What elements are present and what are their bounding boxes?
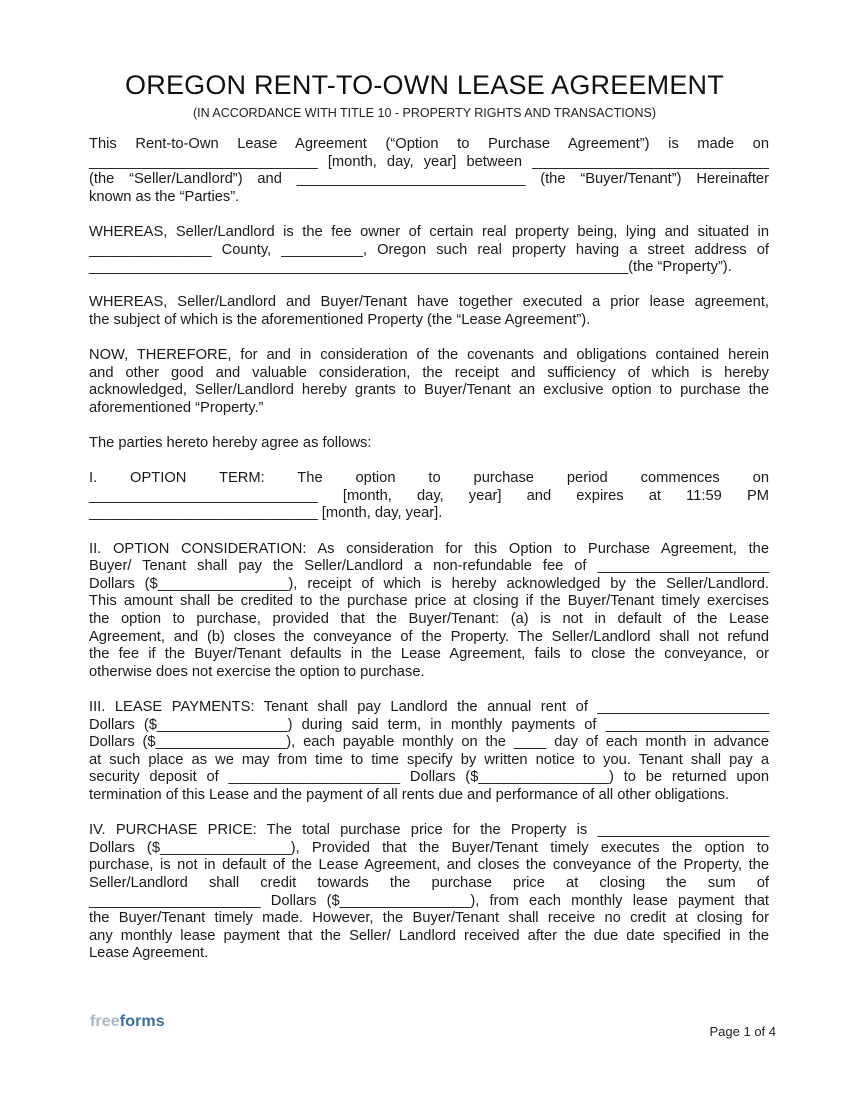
text-line: Lease Agreement. [89,945,209,962]
text-line: and other good and valuable consideration, the receipt and sufficiency of which is hereby [89,364,769,381]
text-line: I. OPTION TERM: The option to purchase period commences on [89,470,769,487]
text-line: Agreement, and (b) closes the conveyance of the Property. The Seller/Landlord shall not refund [89,628,769,645]
text-line: Seller/Landlord shall credit towards the purchase price at closing the sum of [89,874,769,891]
purchase-price-section [89,822,769,963]
text-line: known as the “Parties”. [89,188,240,205]
page-number: Page 1 of 4 [709,1024,776,1039]
logo-forms-text: forms [119,1013,165,1030]
text-line: III. LEASE PAYMENTS: Tenant shall pay Landlord the annual rent of _____________________ [89,699,769,715]
text-line: the Buyer/Tenant timely made. However, the Buyer/Tenant shall receive no credit at closing for [89,910,769,927]
freeforms-logo [90,1013,165,1031]
text-line: ____________________________ [month, day, year]. [89,505,443,522]
text-line: the subject of which is the aforementioned Property (the “Lease Agreement”). [89,311,591,328]
option-term-section [89,470,769,523]
text-line: the fee if the Buyer/Tenant defaults in the Lease Agreement, fails to close the conveyance, or [89,646,769,663]
text-line: __________________________________________________________________(the “Property”). [89,259,732,276]
text-line: termination of this Lease and the payment of all rents due and performance of all other obligations. [89,786,730,803]
text-line: (the “Seller/Landlord”) and ____________________________ (the “Buyer/Tenant”) Hereinafter [89,171,769,188]
option-consideration-section [89,541,769,682]
logo-free-text: free [90,1013,120,1030]
whereas-property-paragraph [89,224,769,277]
text-line: Dollars ($________________), each payable monthly on the ____ day of each month in advance [89,734,769,751]
document-body [89,136,769,963]
text-line: WHEREAS, Seller/Landlord is the fee owner of certain real property being, lying and situated in [89,223,769,240]
whereas-lease-paragraph [89,294,769,329]
text-line: Dollars ($________________), Provided that the Buyer/Tenant timely executes the option to [89,839,769,856]
document-title: OREGON RENT-TO-OWN LEASE AGREEMENT [125,70,724,100]
text-line: Buyer/ Tenant shall pay the Seller/Landlord a non-refundable fee of _____________________ [89,558,769,575]
agree-paragraph [89,435,769,453]
now-therefore-paragraph [89,347,769,417]
text-line: IV. PURCHASE PRICE: The total purchase price for the Property is _____________________ [89,822,769,839]
text-line: Dollars ($________________), receipt of which is hereby acknowledged by the Seller/Landlord. [89,575,769,592]
text-line: This Rent-to-Own Lease Agreement (“Option to Purchase Agreement”) is made on [89,136,769,152]
lease-payments-section [89,699,769,805]
text-line: Dollars ($________________) during said term, in monthly payments of ____________________ [89,716,769,733]
text-line: II. OPTION CONSIDERATION: As consideration for this Option to Purchase Agreement, the [89,540,769,557]
text-line: _______________ County, __________, Oregon such real property having a street address of [89,241,769,258]
text-line: ____________________________ [month, day, year] and expires at 11:59 PM [89,487,769,504]
text-line: at such place as we may from time to time specify by written notice to you. Tenant shall pay a [89,751,769,768]
text-line: WHEREAS, Seller/Landlord and Buyer/Tenant have together executed a prior lease agreement, [89,294,769,311]
text-line: NOW, THEREFORE, for and in consideration of the covenants and obligations contained herein [89,347,769,364]
text-line: acknowledged, Seller/Landlord hereby grants to Buyer/Tenant an exclusive option to purchase the [89,382,769,399]
text-line: any monthly lease payment that the Seller/ Landlord received after the due date specified in the [89,927,769,944]
document-subtitle: (IN ACCORDANCE WITH TITLE 10 - PROPERTY RIGHTS AND TRANSACTIONS) [192,106,657,120]
text-line: The parties hereto hereby agree as follows: [89,435,372,452]
text-line: purchase, is not in default of the Lease Agreement, and closes the conveyance of the Property, the [89,857,769,874]
text-line: This amount shall be credited to the purchase price at closing if the Buyer/Tenant timely exercises [89,593,769,610]
text-line: ____________________________ [month, day, year] between _____________________________ [89,153,769,170]
text-line: otherwise does not exercise the option to purchase. [89,663,425,680]
text-line: aforementioned “Property.” [89,399,264,416]
text-line: _____________________ Dollars ($________________), from each monthly lease payment that [89,892,769,909]
intro-paragraph [89,136,769,206]
text-line: security deposit of _____________________ Dollars ($________________) to be returned upon [89,769,769,786]
text-line: the option to purchase, provided that the Buyer/Tenant: (a) is not in default of the Lease [89,611,769,628]
